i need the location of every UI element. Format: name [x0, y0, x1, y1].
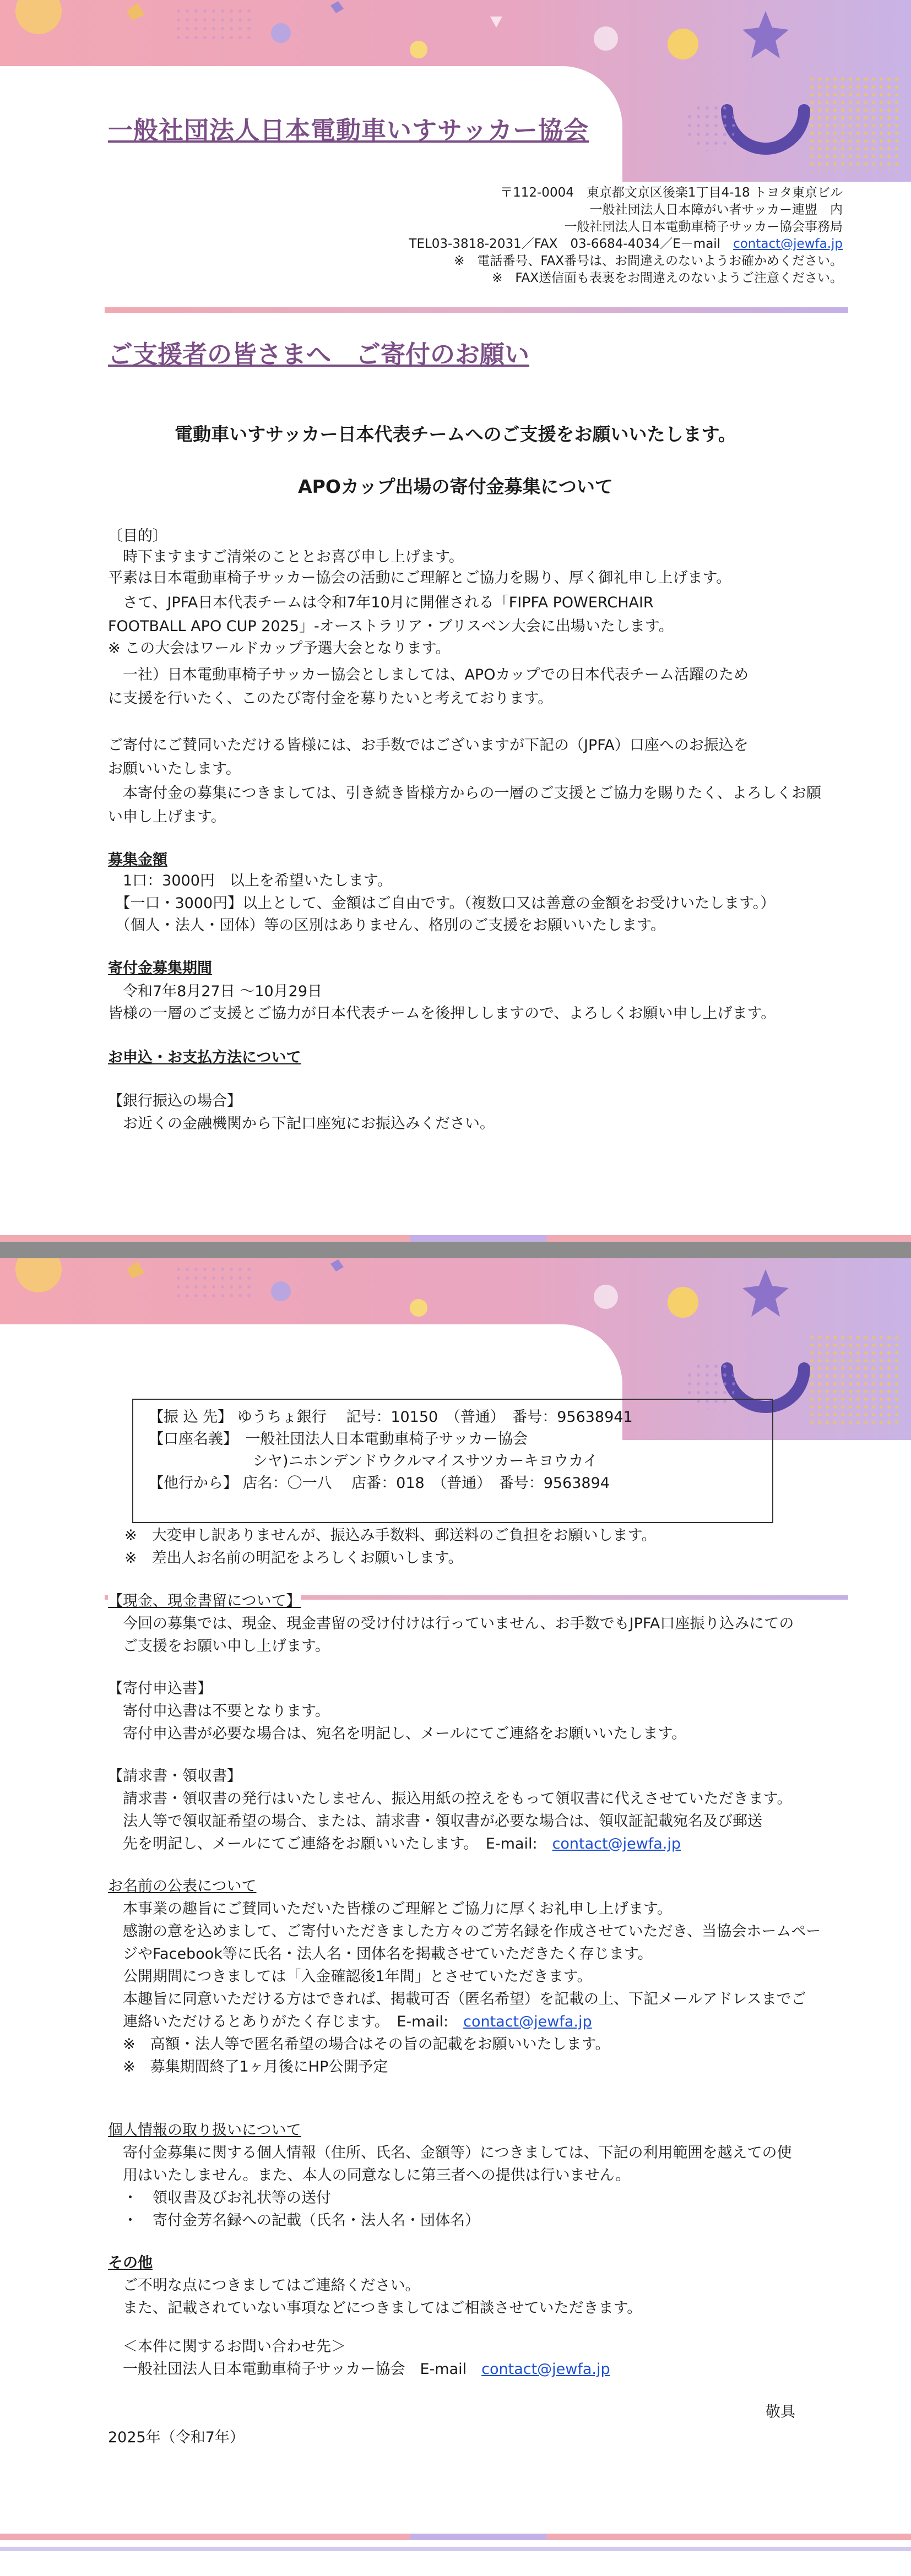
publish-line: 連絡いただけるとありがたく存じます。 E-mail: [108, 2013, 449, 2030]
purpose-line: 時下ますますご清栄のこととお喜び申し上げます。 [108, 548, 464, 566]
page-bottom-bar [0, 2547, 911, 2551]
contact-org: 一般社団法人日本電動車椅子サッカー協会 E-mail [108, 2361, 467, 2378]
contact-heading: ＜本件に関するお問い合わせ先＞ [108, 2338, 346, 2355]
privacy-line: ・ 寄付金芳名録への記載（氏名・法人名・団体名） [108, 2212, 480, 2229]
publish-line: 本趣旨に同意いただける方はできれば、掲載可否（匿名希望）を記載の上、下記メールアドレスまでご [108, 1991, 806, 2008]
publish-line: 公開期間につきましては「入金確認後1年間」とさせていただきます。 [108, 1968, 592, 1985]
other-line: ご不明な点につきましてはご連絡ください。 [108, 2277, 420, 2294]
cash-line: ご支援をお願い申し上げます。 [108, 1638, 330, 1655]
privacy-line: 用はいたしません。また、本人の同意なしに第三者への提供は行いません。 [108, 2167, 631, 2184]
purpose-line: に支援を行いたく、このたび寄付金を募りたいと考えております。 [108, 690, 553, 707]
purpose-line: FOOTBALL APO CUP 2025」-オーストラリア・ブリスベン大会に出場いたします。 [108, 618, 674, 635]
amount-line: 【一口・3000円】以上として、金額はご自由です。（複数口又は善意の金額をお受けいたします。） [108, 895, 776, 912]
email-link[interactable]: contact@jewfa.jp [552, 1835, 681, 1852]
receipt-email-line [108, 1834, 681, 1855]
appeal-heading: ご支援者の皆さまへ ご寄付のお願い [108, 340, 530, 369]
request-line: い申し上げます。 [108, 808, 226, 825]
purpose-line: ※ この大会はワールドカップ予選大会となります。 [108, 640, 451, 657]
purpose-line: 平素は日本電動車椅子サッカー協会の活動にご理解とご協力を賜り、厚く御礼申し上げます。 [108, 569, 731, 586]
account-line: 【他行から】 店名：〇一八 店番：018 （普通） 番号：9563894 [149, 1475, 610, 1492]
note-line: ※ 大変申し訳ありませんが、振込み手数料、郵送料のご負担をお願いします。 [124, 1527, 657, 1544]
publish-line: 本事業の趣旨にご賛同いただいた皆様のご理解とご協力に厚くお礼申し上げます。 [108, 1900, 672, 1917]
closing: 敬具 [766, 2404, 795, 2421]
document-page-1 [0, 0, 911, 1242]
period-line: 皆様の一層のご支援とご協力が日本代表チームを後押ししますので、よろしくお願い申し上げます。 [108, 1005, 776, 1022]
bank-text: お近くの金融機関から下記口座宛にお振込みください。 [108, 1115, 495, 1132]
sub-heading: APOカップ出場の寄付金募集について [298, 476, 613, 497]
purpose-line: さて、JPFA日本代表チームは令和7年10月に開催される「FIPFA POWERCHAIR [108, 594, 654, 611]
privacy-line: 寄付金募集に関する個人情報（住所、氏名、金額等）につきましては、下記の利用範囲を越えての使 [108, 2144, 792, 2161]
request-line: ご寄付にご賛同いただける皆様には、お手数ではございますが下記の（JPFA）口座へのお振込を [108, 737, 749, 754]
privacy-label: 個人情報の取り扱いについて [108, 2122, 301, 2139]
privacy-line: ・ 領収書及びお礼状等の送付 [108, 2189, 331, 2207]
main-heading: 電動車いすサッカー日本代表チームへのご支援をお願いいたします。 [175, 423, 736, 445]
note-line: ※ 差出人お名前の明記をよろしくお願いします。 [124, 1550, 463, 1567]
publish-line: ジやFacebook等に氏名・法人名・団体名を掲載させていただきたく存じます。 [108, 1945, 653, 1963]
period-line: 令和7年8月27日 ～10月29日 [108, 983, 323, 1000]
contact-line [108, 2359, 610, 2380]
email-link[interactable]: contact@jewfa.jp [733, 237, 843, 251]
address-note: ※ FAX送信面も表裏をお間違えのないようご注意ください。 [492, 271, 843, 285]
amount-label: 募集金額 [108, 851, 167, 868]
date: 2025年（令和7年） [108, 2429, 245, 2446]
request-line: 本寄付金の募集につきましては、引き続き皆様方からの一層のご支援とご協力を賜りたく、よろしくお願 [108, 785, 821, 802]
publish-line: ※ 募集期間終了1ヶ月後にHP公開予定 [108, 2058, 388, 2075]
cash-line: 今回の募集では、現金、現金書留の受け付けは行っていません、お手数でもJPFA口座振り込みにての [108, 1615, 794, 1632]
account-line: 【口座名義】 一般社団法人日本電動車椅子サッカー協会 [149, 1431, 528, 1448]
publish-email-line [108, 2012, 592, 2032]
receipt-line: 請求書・領収書の発行はいたしません、振込用紙の控えをもって領収書に代えさせていただきます。 [108, 1790, 792, 1807]
address-line: 一般社団法人日本電動車椅子サッカー協会事務局 [564, 220, 843, 234]
other-label: その他 [108, 2254, 153, 2271]
email-link[interactable]: contact@jewfa.jp [481, 2361, 610, 2378]
amount-line: 1口：3000円 以上を希望いたします。 [108, 872, 392, 889]
account-line: 【振 込 先】 ゆうちょ銀行 記号：10150 （普通） 番号：95638941 [149, 1409, 633, 1426]
email-link[interactable]: contact@jewfa.jp [463, 2013, 592, 2030]
other-line: また、記載されていない事項などにつきましてはご相談させていただきます。 [108, 2300, 642, 2317]
address-block [409, 184, 843, 287]
org-title: 一般社団法人日本電動車いすサッカー協会 [108, 116, 589, 145]
cash-label: 【現金、現金書留について】 [108, 1591, 301, 1612]
document-page-2 [0, 1258, 911, 2576]
publish-line: 感謝の意を込めまして、ご寄付いただきました方々のご芳名録を作成させていただき、当協会ホームペー [108, 1923, 821, 1940]
contact-line [409, 236, 843, 253]
purpose-line: 一社）日本電動車椅子サッカー協会としましては、APOカップでの日本代表チーム活躍のため [108, 666, 749, 683]
form-line: 寄付申込書は不要となります。 [108, 1703, 330, 1720]
divider [105, 307, 848, 313]
address-note: ※ 電話番号、FAX番号は、お間違えのないようお確かめください。 [454, 254, 843, 268]
tel-fax: TEL03-3818-2031／FAX 03-6684-4034／E－mail [409, 237, 721, 251]
request-line: お願いいたします。 [108, 760, 241, 778]
receipt-line: 法人等で領収証希望の場合、または、請求書・領収書が必要な場合は、領収証記載宛名及び郵送 [108, 1813, 762, 1830]
page-bottom-bar [0, 1235, 911, 1242]
publish-line: ※ 高額・法人等で匿名希望の場合はその旨の記載をお願いいたします。 [108, 2036, 610, 2053]
form-label: 【寄付申込書】 [108, 1680, 212, 1697]
amount-line: （個人・法人・団体）等の区別はありません、格別のご支援をお願いいたします。 [108, 917, 665, 934]
receipt-line: 先を明記し、メールにてご連絡をお願いいたします。 E-mail: [108, 1835, 538, 1852]
publish-label: お名前の公表について [108, 1878, 257, 1895]
address-line: 〒112-0004 東京都文京区後楽1丁目4-18 トヨタ東京ビル [500, 186, 843, 200]
page-bottom-bar [0, 2534, 911, 2540]
account-line: シヤ)ニホンデンドウクルマイスサツカーキヨウカイ [149, 1453, 598, 1470]
method-label: お申込・お支払方法について [108, 1049, 301, 1066]
bank-label: 【銀行振込の場合】 [108, 1093, 242, 1110]
period-label: 寄付金募集期間 [108, 960, 212, 977]
purpose-label: 〔目的〕 [108, 528, 167, 545]
receipt-label: 【請求書・領収書】 [108, 1768, 242, 1785]
form-line: 寄付申込書が必要な場合は、宛名を明記し、メールにてご連絡をお願いいたします。 [108, 1725, 687, 1742]
address-line: 一般社団法人日本障がい者サッカー連盟 内 [589, 203, 843, 217]
